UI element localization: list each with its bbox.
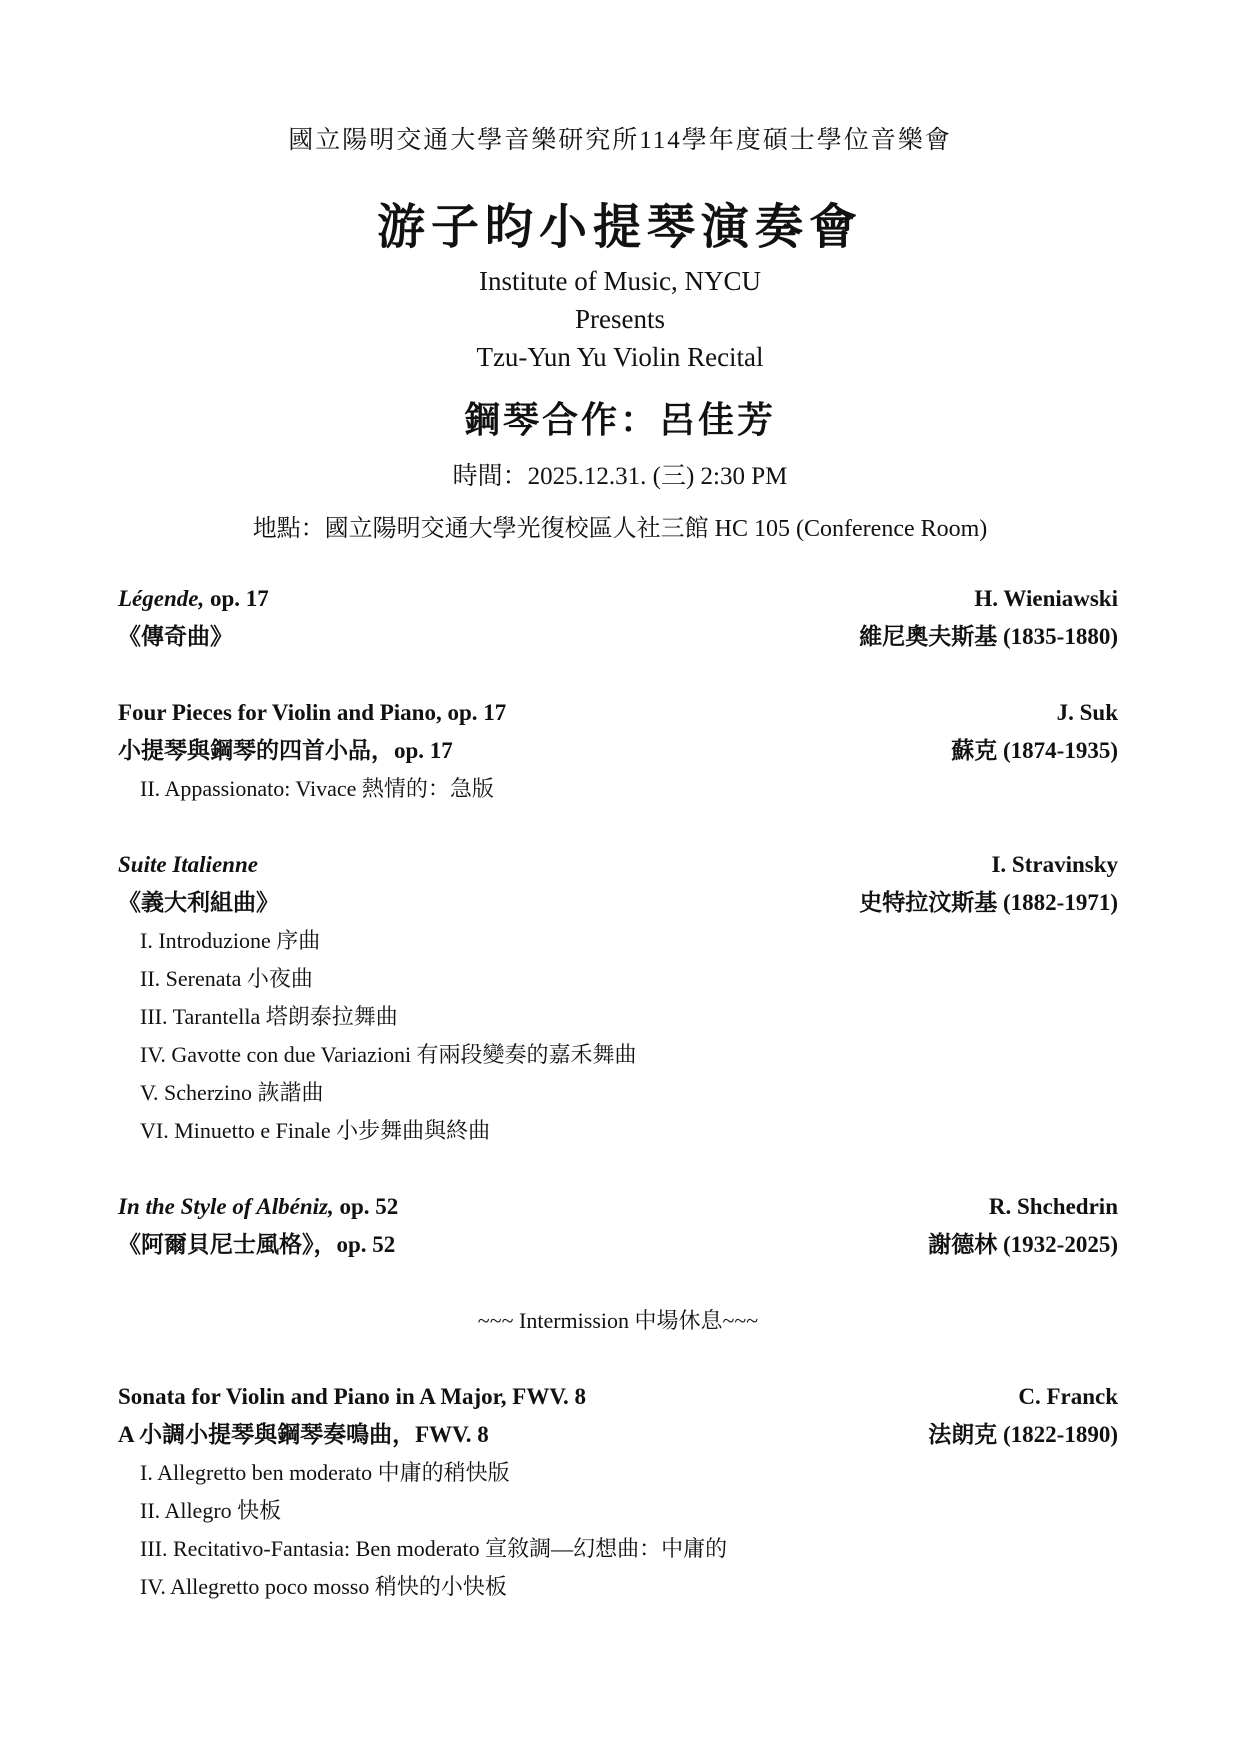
composer-en: I. Stravinsky [991, 852, 1118, 877]
composer-en: J. Suk [1056, 700, 1118, 725]
movement-item: II. Serenata 小夜曲 [140, 966, 313, 991]
piece-title-en: In the Style of Albéniz, op. 52 [118, 1194, 399, 1219]
piece-title-zh: 《阿爾貝尼士風格》，op. 52 [118, 1232, 396, 1257]
composer-zh: 法朗克 (1822-1890) [928, 1422, 1118, 1447]
movement-item: VI. Minuetto e Finale 小步舞曲與終曲 [140, 1118, 491, 1143]
composer-en: R. Shchedrin [988, 1194, 1118, 1219]
presenter-en: Institute of Music, NYCU [479, 266, 761, 296]
movement-item: II. Appassionato: Vivace 熱情的：急版 [140, 776, 494, 801]
composer-en: C. Franck [1018, 1384, 1118, 1409]
movement-list [118, 922, 1118, 1150]
movement-list [118, 1454, 1118, 1606]
movement-item: V. Scherzino 詼諧曲 [140, 1080, 324, 1105]
institute-title-zh: 國立陽明交通大學音樂研究所114學年度碩士學位音樂會 [288, 127, 952, 154]
movement-item: III. Recitativo-Fantasia: Ben moderato 宣敘調—幻想曲：中庸的 [140, 1536, 728, 1561]
piece-shchedrin [118, 1188, 1118, 1264]
venue-line: 地點：國立陽明交通大學光復校區人社三館 HC 105 (Conference Room) [252, 516, 988, 542]
piece-title-zh: 《義大利組曲》 [118, 890, 279, 915]
composer-zh: 史特拉汶斯基 (1882-1971) [859, 890, 1118, 915]
movement-item: IV. Allegretto poco mosso 稍快的小快板 [140, 1574, 507, 1599]
composer-zh: 蘇克 (1874-1935) [951, 738, 1118, 763]
piece-title-zh: 小提琴與鋼琴的四首小品，op. 17 [118, 738, 453, 763]
program-list [118, 580, 1118, 1606]
intermission-line: ~~~ Intermission 中場休息~~~ [477, 1308, 759, 1333]
movement-item: III. Tarantella 塔朗泰拉舞曲 [140, 1004, 398, 1029]
piece-title-en: Légende, op. 17 [118, 586, 269, 611]
piece-title-en: Four Pieces for Violin and Piano, op. 17 [118, 700, 507, 725]
movement-item: I. Introduzione 序曲 [140, 928, 321, 953]
pianist-line: 鋼琴合作：呂佳芳 [463, 400, 776, 440]
time-line: 時間：2025.12.31. (三) 2:30 PM [452, 463, 788, 490]
recital-title-zh: 游子昀小提琴演奏會 [376, 201, 863, 254]
movement-item: I. Allegretto ben moderato 中庸的稍快版 [140, 1460, 510, 1485]
piece-wieniawski [118, 580, 1118, 656]
piece-title-en: Suite Italienne [118, 852, 258, 877]
piece-stravinsky [118, 846, 1118, 1150]
composer-zh: 謝德林 (1932-2025) [928, 1232, 1118, 1257]
composer-en: H. Wieniawski [974, 586, 1118, 611]
piece-title-zh: 《傳奇曲》 [118, 624, 233, 649]
composer-zh: 維尼奧夫斯基 (1835-1880) [859, 624, 1118, 649]
piece-title-zh: A 小調小提琴與鋼琴奏鳴曲，FWV. 8 [118, 1422, 489, 1447]
recital-title-en: Tzu-Yun Yu Violin Recital [476, 342, 764, 372]
movement-list [118, 770, 1118, 808]
piece-suk [118, 694, 1118, 808]
movement-item: II. Allegro 快板 [140, 1498, 282, 1523]
piece-title-en: Sonata for Violin and Piano in A Major, FWV. 8 [118, 1384, 586, 1409]
piece-franck [118, 1378, 1118, 1606]
movement-item: IV. Gavotte con due Variazioni 有兩段變奏的嘉禾舞曲 [140, 1042, 637, 1067]
presents-en: Presents [575, 304, 665, 334]
